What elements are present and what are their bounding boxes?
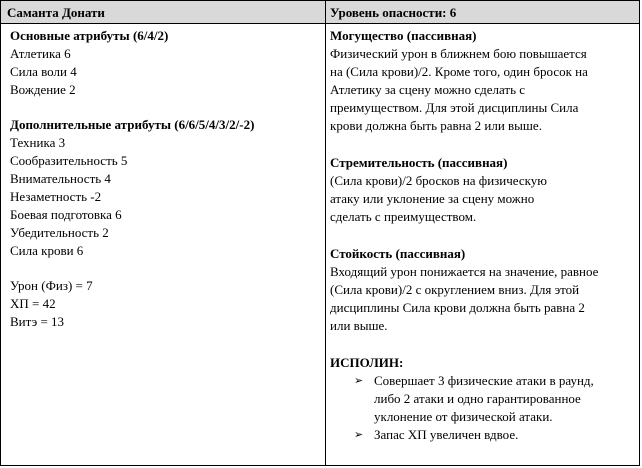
ability-block: [330, 27, 635, 135]
extra-attribute: Убедительность 2: [10, 225, 109, 240]
extra-attribute: Сила крови 6: [10, 243, 84, 258]
stat-line: Витэ = 13: [10, 314, 65, 329]
table-body-row: [1, 24, 639, 465]
ability-text: Атлетику за сцену можно сделать с: [330, 82, 526, 97]
extra-attributes-title: Дополнительные атрибуты (6/6/5/4/3/2/-2): [10, 117, 255, 132]
ability-text: крови должна быть равна 2 или выше.: [330, 118, 542, 133]
basic-attribute: Атлетика 6: [10, 46, 71, 61]
list-item: [330, 372, 635, 426]
extra-attribute: Техника 3: [10, 135, 66, 150]
basic-attribute: Вождение 2: [10, 82, 76, 97]
giant-block: [330, 354, 635, 444]
table-header-row: [1, 1, 639, 24]
ability-text: дисциплины Сила крови должна быть равна 2: [330, 300, 585, 315]
stat-line: Урон (Физ) = 7: [10, 278, 93, 293]
ability-title: Могущество (пассивная): [330, 28, 477, 43]
arrow-bullet-icon: ➢: [354, 375, 364, 387]
ability-text: атаку или уклонение за сцену можно: [330, 191, 535, 206]
ability-text: (Сила крови)/2 с округлением вниз. Для этой: [330, 282, 580, 297]
character-name: Саманта Донати: [1, 1, 326, 23]
stat-line: ХП = 42: [10, 296, 56, 311]
ability-text: или выше.: [330, 318, 388, 333]
list-item-text: Совершает 3 физические атаки в раунд,: [374, 373, 594, 388]
ability-text: Физический урон в ближнем бою повышается: [330, 46, 587, 61]
ability-text: Входящий урон понижается на значение, равное: [330, 264, 599, 279]
ability-title: Стойкость (пассивная): [330, 246, 466, 261]
extra-attribute: Незаметность -2: [10, 189, 102, 204]
ability-text: (Сила крови)/2 бросков на физическую: [330, 173, 548, 188]
danger-level: Уровень опасности: 6: [330, 5, 457, 20]
list-item: [330, 426, 635, 444]
extra-attribute: Боевая подготовка 6: [10, 207, 122, 222]
list-item-text: Запас ХП увеличен вдвое.: [374, 427, 519, 442]
ability-title: Стремительность (пассивная): [330, 155, 508, 170]
abilities-column: [326, 24, 639, 465]
ability-block: [330, 154, 635, 226]
giant-title: ИСПОЛИН:: [330, 355, 404, 370]
ability-block: [330, 245, 635, 335]
list-item-text: уклонение от физической атаки.: [374, 409, 553, 424]
attributes-column: [1, 24, 326, 465]
arrow-bullet-icon: ➢: [354, 429, 364, 441]
extra-attribute: Сообразительность 5: [10, 153, 128, 168]
ability-text: сделать с преимуществом.: [330, 209, 477, 224]
list-item-text: либо 2 атаки и одно гарантированное: [374, 391, 581, 406]
basic-attributes-title: Основные атрибуты (6/4/2): [10, 28, 169, 43]
basic-attribute: Сила воли 4: [10, 64, 77, 79]
ability-text: на (Сила крови)/2. Кроме того, один бросок на: [330, 64, 588, 79]
ability-text: преимуществом. Для этой дисциплины Сила: [330, 100, 579, 115]
extra-attribute: Внимательность 4: [10, 171, 111, 186]
